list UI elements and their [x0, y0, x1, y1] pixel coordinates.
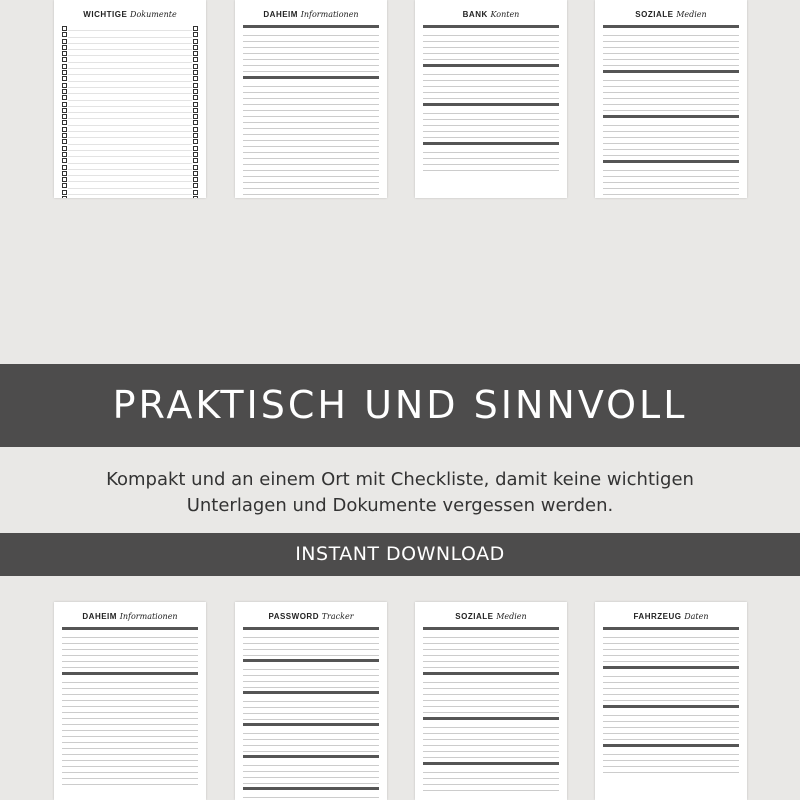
title-script: Dokumente	[130, 10, 177, 19]
title-script: Konten	[490, 10, 520, 19]
title-bold: SOZIALE	[635, 10, 674, 19]
title-script: Daten	[684, 612, 709, 621]
title-bold: DAHEIM	[263, 10, 298, 19]
page-preview-soziale-medien-2	[415, 602, 567, 800]
checklist-block	[54, 25, 206, 198]
page-preview-fahrzeug-daten	[595, 602, 747, 800]
page-title	[54, 612, 206, 621]
instant-download-label: INSTANT DOWNLOAD	[295, 543, 505, 565]
page-title	[595, 612, 747, 621]
page-preview-daheim-informationen	[235, 0, 387, 198]
subtitle-line-2: Unterlagen und Dokumente vergessen werden.	[186, 495, 614, 516]
page-preview-wichtige-dokumente	[54, 0, 206, 198]
title-bold: BANK	[462, 10, 488, 19]
page-preview-bank-konten	[415, 0, 567, 198]
title-script: Informationen	[119, 612, 178, 621]
title-script: Informationen	[300, 10, 359, 19]
page-preview-soziale-medien	[595, 0, 747, 198]
title-script: Medien	[496, 612, 527, 621]
page-preview-password-tracker	[235, 602, 387, 800]
page-title	[235, 612, 387, 621]
page-title	[415, 10, 567, 19]
title-bold: DAHEIM	[82, 612, 117, 621]
subtitle-line-1: Kompakt und an einem Ort mit Checkliste, damit keine wichtigen	[106, 469, 694, 490]
title-bold: PASSWORD	[268, 612, 319, 621]
headline: PRAKTISCH UND SINNVOLL	[112, 383, 688, 427]
title-bold: SOZIALE	[455, 612, 494, 621]
page-title	[595, 10, 747, 19]
page-title	[415, 612, 567, 621]
title-script: Tracker	[321, 612, 354, 621]
page-title	[54, 10, 206, 19]
title-bold: FAHRZEUG	[633, 612, 682, 621]
page-preview-daheim-informationen-2	[54, 602, 206, 800]
page-title	[235, 10, 387, 19]
subtitle	[0, 467, 800, 519]
title-script: Medien	[676, 10, 707, 19]
title-bold: WICHTIGE	[83, 10, 128, 19]
